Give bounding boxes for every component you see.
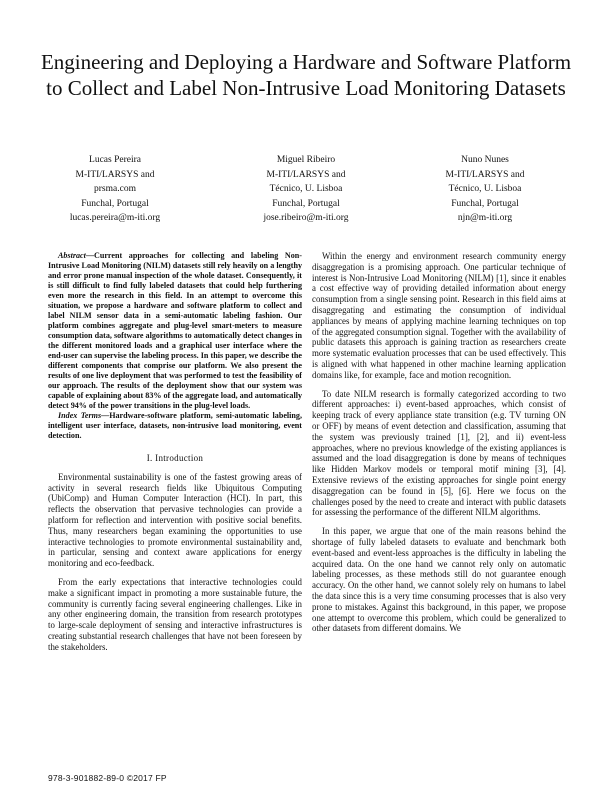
abstract-label: Abstract bbox=[58, 251, 86, 260]
body-paragraph: Environmental sustainability is one of the fastest growing areas of activity in several research fields like Ubiquitous Computing (UbiComp) and Human Computer Interaction (HCI). In part, this reflects the observation that pervasive technologies can provide a platform for reflection and intervention with positive social benefits. Thus, many researchers began examining the opportunities to use interactive technologies to promote environmental sustainability and, in particular, sensing and context aware applications for energy monitoring and eco-feedback. bbox=[48, 471, 302, 569]
left-column bbox=[48, 251, 302, 661]
body-paragraph: To date NILM research is formally categorized according to two different approaches: i) event-based approaches, which consist of keeping track of every appliance state transition (e.g. TV turning ON or OFF) by means of event detection and classification, assuming that the system was previously trained [1], [2], and ii) event-less approaches, where no previous knowledge of the existing appliances is assumed and the load disaggregation is done by means of techniques like Hidden Markov models or temporal motif mining [3], [4]. Extensive reviews of the existing approaches for single point energy disaggregation can be found in [5], [6]. Here we focus on the challenges posed by the need to create and interact with public datasets for assessing the performance of the different NILM algorithms. bbox=[312, 388, 566, 518]
author-affiliation: M-ITI/LARSYS and bbox=[75, 169, 155, 180]
author-location: Funchal, Portugal bbox=[81, 198, 149, 209]
author-2 bbox=[231, 153, 381, 226]
author-email: jose.ribeiro@m-iti.org bbox=[263, 213, 349, 224]
author-affiliation: M-ITI/LARSYS and bbox=[266, 169, 346, 180]
author-location: Funchal, Portugal bbox=[272, 198, 340, 209]
author-email: lucas.pereira@m-iti.org bbox=[69, 213, 161, 224]
paper-title: Engineering and Deploying a Hardware and Software Platform to Collect and Label Non-Intrusive Load Monitoring Datasets bbox=[40, 50, 572, 100]
author-1 bbox=[40, 153, 190, 226]
body-paragraph: In this paper, we argue that one of the main reasons behind the shortage of fully labeled datasets to evaluate and benchmark both event-based and event-less approaches is the difficulty in labeling the acquired data. On the one hand we cannot rely only on automatic labeling processes, as these methods still do not guarantee enough accuracy. On the other hand, we cannot solely rely on humans to label the data since this is a very time consuming processes that is also very prone to mistakes. Against this background, in this paper, we propose one attempt to overcome this problem, which could be generalized to other datasets from different domains. We bbox=[312, 526, 566, 634]
author-affiliation: M-ITI/LARSYS and bbox=[445, 169, 525, 180]
author-affiliation: prsma.com bbox=[94, 184, 136, 195]
author-email: njn@m-iti.org bbox=[457, 213, 513, 224]
author-name: Nuno Nunes bbox=[461, 155, 509, 165]
author-affiliation: Técnico, U. Lisboa bbox=[448, 184, 522, 195]
index-terms bbox=[48, 411, 302, 441]
section-heading: I. Introduction bbox=[146, 453, 204, 463]
body-paragraph: From the early expectations that interactive technologies could make a significant impact in promoting a more sustainable future, the community is currently facing several engineering challenges. Like in any other engineering domain, the transition from research prototypes to large-scale deployment of sensing and interactive infrastructures is creating substantial research challenges that have not been foreseen by the stakeholders. bbox=[48, 576, 302, 652]
author-name: Miguel Ribeiro bbox=[276, 155, 336, 165]
index-terms-label: Index Terms bbox=[58, 411, 102, 420]
index-terms-text: —Hardware-software platform, semi-automatic labeling, intelligent user interface, datasets, non-intrusive load monitoring, event detection. bbox=[48, 411, 303, 440]
abstract-text: —Current approaches for collecting and labeling Non-Intrusive Load Monitoring (NILM) datasets still rely heavily on a lengthy and error prone manual inspection of the whole dataset. Consequently, it is still difficult to find fully labeled datasets that could help furthering even more the research in this field. In an attempt to overcome this situation, we propose a hardware and software platform to collect and label NILM sensor data in a semi-automatic labeling fashion. Our platform combines aggregate and plug-level smart-meters to measure consumption data, software algorithms to automatically detect changes in the different monitored loads and a graphical user interface where the end-user can supervise the labeling process. In this paper, we describe the different components that comprise our platform. We also present the results of one live deployment that was performed to test the feasibility of our approach. The results of the deployment show that our system was capable of explaining about 83% of the aggregate load, and automatically detect 94% of the power transitions in the plug-level loads. bbox=[48, 251, 302, 410]
author-location: Funchal, Portugal bbox=[451, 198, 519, 209]
author-3 bbox=[410, 153, 560, 226]
abstract bbox=[48, 251, 302, 411]
right-column bbox=[312, 251, 566, 642]
author-affiliation: Técnico, U. Lisboa bbox=[269, 184, 343, 195]
copyright-footer: 978-3-901882-89-0 ©2017 FP bbox=[48, 773, 167, 783]
body-paragraph: Within the energy and environment research community energy disaggregation is a promising approach. One particular technique of interest is Non-Intrusive Load Monitoring (NILM) [1], since it enables a cost effective way of providing detailed information about energy consumption from a single sensing point. Research in this field aims at disaggregating and estimating the consumption of individual appliances by means of applying machine learning techniques on top of the aggregated consumption signal. Together with the availability of public datasets this approach is gaining traction as researchers create more systematic evaluation processes that can be used effectively. This is aligned with what happened in other machine learning application domains like, for example, face and motion recognition. bbox=[312, 251, 566, 380]
author-name: Lucas Pereira bbox=[89, 155, 141, 165]
